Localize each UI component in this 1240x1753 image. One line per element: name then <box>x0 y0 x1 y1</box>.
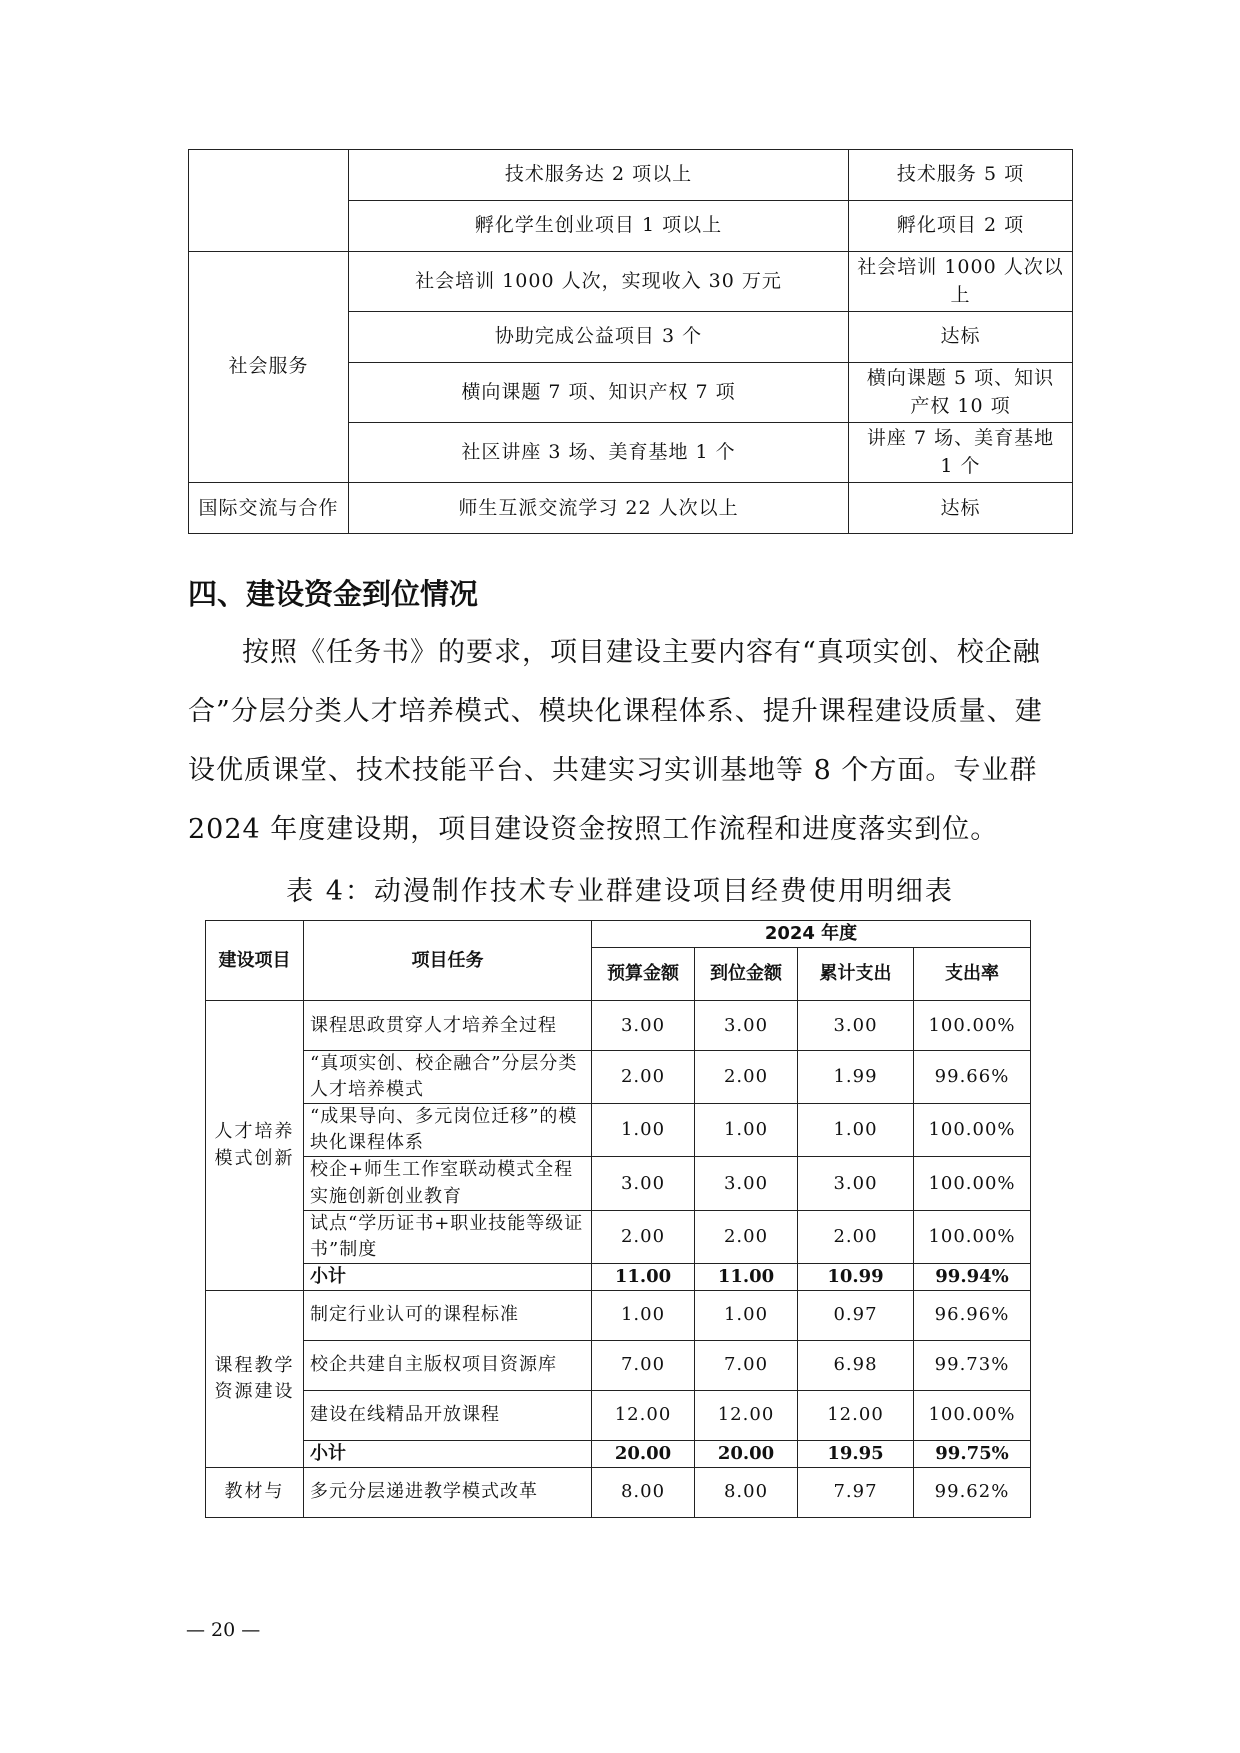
table-row <box>206 1340 1031 1390</box>
table-row <box>206 1468 1031 1518</box>
arrived-cell: 3.00 <box>695 1001 798 1051</box>
body-paragraph: 按照《任务书》的要求，项目建设主要内容有“真项实创、校企融合”分层分类人才培养模式、模块化课程体系、提升课程建设质量、建设优质课堂、技术技能平台、共建实习实训基地等 8 个方面。专业群 2024 年度建设期，项目建设资金按照工作流程和进度落实到位。 <box>188 637 1043 845</box>
task-cell: “成果导向、多元岗位迁移”的模块化课程体系 <box>304 1104 592 1157</box>
spent-cell: 1.99 <box>798 1051 914 1104</box>
rate-cell: 99.66% <box>914 1051 1031 1104</box>
table-row <box>206 1104 1031 1157</box>
task-cell: 试点“学历证书+职业技能等级证书”制度 <box>304 1210 592 1263</box>
task-cell: 制定行业认可的课程标准 <box>304 1290 592 1340</box>
header-rate: 支出率 <box>914 948 1031 1001</box>
task-cell: 课程思政贯穿人才培养全过程 <box>304 1001 592 1051</box>
arrived-cell: 7.00 <box>695 1340 798 1390</box>
task-cell: 校企+师生工作室联动模式全程实施创新创业教育 <box>304 1157 592 1210</box>
subtotal-spent: 19.95 <box>798 1440 914 1467</box>
subtotal-label: 小计 <box>304 1440 592 1467</box>
rate-cell: 99.62% <box>914 1468 1031 1518</box>
task-cell: 校企共建自主版权项目资源库 <box>304 1340 592 1390</box>
budget-cell: 12.00 <box>592 1390 695 1440</box>
header-arrived: 到位金额 <box>695 948 798 1001</box>
arrived-cell: 2.00 <box>695 1051 798 1104</box>
subtotal-budget: 11.00 <box>592 1263 695 1290</box>
result-cell: 达标 <box>849 483 1073 534</box>
requirement-cell: 技术服务达 2 项以上 <box>349 150 849 201</box>
requirement-cell: 孵化学生创业项目 1 项以上 <box>349 201 849 252</box>
rate-cell: 100.00% <box>914 1157 1031 1210</box>
table-row <box>206 1001 1031 1051</box>
result-cell: 社会培训 1000 人次以上 <box>849 252 1073 312</box>
table-row <box>189 252 1073 312</box>
task-cell: “真项实创、校企融合”分层分类人才培养模式 <box>304 1051 592 1104</box>
rate-cell: 100.00% <box>914 1390 1031 1440</box>
budget-cell: 3.00 <box>592 1157 695 1210</box>
arrived-cell: 1.00 <box>695 1290 798 1340</box>
result-cell: 讲座 7 场、美育基地 1 个 <box>849 423 1073 483</box>
header-spent: 累计支出 <box>798 948 914 1001</box>
subtotal-row <box>206 1440 1031 1467</box>
table-row <box>206 1157 1031 1210</box>
table-row <box>206 1290 1031 1340</box>
subtotal-rate: 99.75% <box>914 1440 1031 1467</box>
rate-cell: 99.73% <box>914 1340 1031 1390</box>
table-row <box>206 1210 1031 1263</box>
spent-cell: 7.97 <box>798 1468 914 1518</box>
group-cell-intl: 国际交流与合作 <box>189 483 349 534</box>
budget-cell: 2.00 <box>592 1210 695 1263</box>
rate-cell: 100.00% <box>914 1001 1031 1051</box>
header-row <box>206 921 1031 948</box>
header-item: 建设项目 <box>206 921 304 1001</box>
table-caption: 表 4：动漫制作技术专业群建设项目经费使用明细表 <box>286 876 954 907</box>
rate-cell: 100.00% <box>914 1210 1031 1263</box>
arrived-cell: 12.00 <box>695 1390 798 1440</box>
spent-cell: 3.00 <box>798 1157 914 1210</box>
group-cell-empty <box>189 150 349 252</box>
arrived-cell: 2.00 <box>695 1210 798 1263</box>
result-cell: 横向课题 5 项、知识产权 10 项 <box>849 363 1073 423</box>
subtotal-rate: 99.94% <box>914 1263 1031 1290</box>
header-budget: 预算金额 <box>592 948 695 1001</box>
spent-cell: 6.98 <box>798 1340 914 1390</box>
table-row <box>206 1390 1031 1440</box>
subtotal-arrived: 20.00 <box>695 1440 798 1467</box>
arrived-cell: 1.00 <box>695 1104 798 1157</box>
group-cell: 人才培养模式创新 <box>206 1001 304 1291</box>
requirement-cell: 横向课题 7 项、知识产权 7 项 <box>349 363 849 423</box>
requirement-cell: 社会培训 1000 人次，实现收入 30 万元 <box>349 252 849 312</box>
arrived-cell: 8.00 <box>695 1468 798 1518</box>
budget-cell: 2.00 <box>592 1051 695 1104</box>
subtotal-arrived: 11.00 <box>695 1263 798 1290</box>
subtotal-row <box>206 1263 1031 1290</box>
group-cell: 教材与 <box>206 1468 304 1518</box>
budget-cell: 8.00 <box>592 1468 695 1518</box>
budget-cell: 3.00 <box>592 1001 695 1051</box>
table-row <box>206 1051 1031 1104</box>
spent-cell: 12.00 <box>798 1390 914 1440</box>
result-cell: 达标 <box>849 312 1073 363</box>
task-cell: 建设在线精品开放课程 <box>304 1390 592 1440</box>
spent-cell: 2.00 <box>798 1210 914 1263</box>
spent-cell: 0.97 <box>798 1290 914 1340</box>
task-cell: 多元分层递进教学模式改革 <box>304 1468 592 1518</box>
spent-cell: 3.00 <box>798 1001 914 1051</box>
rate-cell: 100.00% <box>914 1104 1031 1157</box>
group-cell-social-service: 社会服务 <box>189 252 349 483</box>
budget-cell: 1.00 <box>592 1104 695 1157</box>
group-cell: 课程教学资源建设 <box>206 1290 304 1467</box>
results-table <box>188 149 1073 534</box>
funding-table <box>205 920 1031 1518</box>
header-task: 项目任务 <box>304 921 592 1001</box>
header-year: 2024 年度 <box>592 921 1031 948</box>
subtotal-spent: 10.99 <box>798 1263 914 1290</box>
arrived-cell: 3.00 <box>695 1157 798 1210</box>
section-heading: 四、建设资金到位情况 <box>188 577 479 611</box>
budget-cell: 7.00 <box>592 1340 695 1390</box>
result-cell: 技术服务 5 项 <box>849 150 1073 201</box>
subtotal-label: 小计 <box>304 1263 592 1290</box>
spent-cell: 1.00 <box>798 1104 914 1157</box>
requirement-cell: 师生互派交流学习 22 人次以上 <box>349 483 849 534</box>
result-cell: 孵化项目 2 项 <box>849 201 1073 252</box>
table-row <box>189 150 1073 201</box>
requirement-cell: 协助完成公益项目 3 个 <box>349 312 849 363</box>
page-number: — 20 — <box>186 1619 261 1641</box>
subtotal-budget: 20.00 <box>592 1440 695 1467</box>
table-row <box>189 483 1073 534</box>
requirement-cell: 社区讲座 3 场、美育基地 1 个 <box>349 423 849 483</box>
rate-cell: 96.96% <box>914 1290 1031 1340</box>
budget-cell: 1.00 <box>592 1290 695 1340</box>
